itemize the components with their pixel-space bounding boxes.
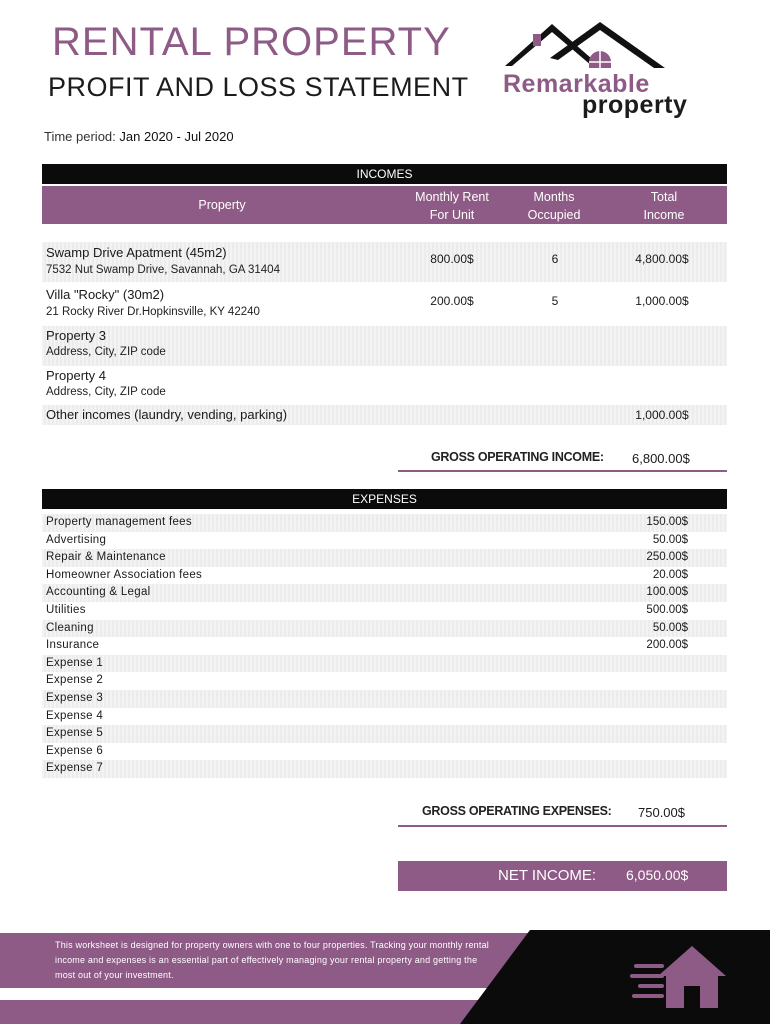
- net-income-value: 6,050.00$: [626, 867, 689, 883]
- incomes-section-header: INCOMES: [42, 164, 727, 184]
- expense-row: [42, 725, 727, 743]
- expenses-section-header: EXPENSES: [42, 489, 727, 509]
- expense-value: 20.00$: [652, 568, 688, 581]
- expense-row: [42, 655, 727, 673]
- net-income-box: [398, 861, 727, 891]
- time-period: [44, 129, 234, 144]
- expense-value: 50.00$: [652, 533, 688, 546]
- other-incomes-value: 1,000.00$: [635, 408, 689, 422]
- property-months: 6: [551, 252, 559, 266]
- expense-label: Expense 1: [46, 656, 104, 669]
- other-incomes-label: Other incomes (laundry, vending, parking): [46, 407, 288, 422]
- property-name: Property 3: [46, 328, 106, 343]
- expense-label: Expense 4: [46, 709, 104, 722]
- property-name: Villa "Rocky" (30m2): [46, 287, 165, 302]
- expense-value: 100.00$: [646, 586, 688, 599]
- page-title: RENTAL PROPERTY: [52, 20, 451, 64]
- logo-word-property: property: [582, 91, 688, 119]
- property-address: Address, City, ZIP code: [46, 386, 166, 398]
- col-months-line1: Months: [533, 190, 575, 204]
- expense-label: Accounting & Legal: [46, 586, 151, 599]
- period-label: Time period:: [44, 129, 116, 144]
- gross-expenses-label: GROSS OPERATING EXPENSES:: [422, 804, 612, 818]
- expense-row: [42, 760, 727, 778]
- gross-income-value: 6,800.00$: [632, 451, 690, 466]
- expense-label: Expense 3: [46, 692, 104, 704]
- expense-label: Insurance: [46, 639, 100, 652]
- page-subtitle: PROFIT AND LOSS STATEMENT: [48, 72, 469, 102]
- expense-label: Expense 5: [46, 727, 104, 740]
- expense-value: 50.00$: [652, 621, 688, 634]
- property-total: 4,800.00$: [635, 252, 689, 266]
- incomes-column-header: [42, 186, 727, 224]
- col-rent-line2: For Unit: [429, 208, 475, 222]
- property-rent: 800.00$: [430, 252, 474, 266]
- property-total: 1,000.00$: [635, 294, 689, 308]
- property-name: Swamp Drive Apatment (45m2): [46, 245, 227, 260]
- gross-income-label: GROSS OPERATING INCOME:: [431, 450, 604, 464]
- property-rent: 200.00$: [430, 294, 474, 308]
- divider: [398, 825, 727, 827]
- col-months-line2: Occupied: [527, 208, 581, 222]
- house-speed-icon: [630, 942, 730, 1012]
- expense-value: 200.00$: [646, 639, 688, 652]
- expense-label: Expense 2: [46, 674, 104, 687]
- expense-label: Property management fees: [46, 516, 192, 528]
- expense-value: 500.00$: [646, 604, 688, 616]
- property-address: 21 Rocky River Dr.Hopkinsville, KY 42240: [46, 306, 260, 318]
- expense-label: Utilities: [46, 604, 86, 616]
- expense-label: Cleaning: [46, 621, 94, 634]
- gross-expenses-value: 750.00$: [638, 805, 685, 820]
- expense-label: Expense 6: [46, 744, 104, 757]
- expense-value: 250.00$: [646, 551, 688, 564]
- expense-label: Advertising: [46, 533, 107, 546]
- period-value: Jan 2020 - Jul 2020: [119, 129, 234, 144]
- col-rent-line1: Monthly Rent: [415, 190, 489, 204]
- expense-label: Homeowner Association fees: [46, 568, 203, 581]
- property-address: Address, City, ZIP code: [46, 346, 166, 358]
- divider: [398, 470, 727, 472]
- col-property: Property: [198, 198, 246, 212]
- net-income-label: NET INCOME:: [498, 867, 597, 884]
- property-name: Property 4: [46, 368, 106, 383]
- expense-label: Expense 7: [46, 762, 104, 775]
- col-total-line1: Total: [650, 190, 678, 204]
- logo-word-remarkable: Remarkable: [503, 70, 650, 98]
- expense-label: Repair & Maintenance: [46, 551, 166, 564]
- property-months: 5: [551, 294, 559, 308]
- expense-row: [42, 690, 727, 708]
- expense-value: 150.00$: [646, 516, 688, 528]
- property-address: 7532 Nut Swamp Drive, Savannah, GA 31404: [46, 264, 280, 276]
- col-total-line2: Income: [643, 208, 685, 222]
- footer-text: This worksheet is designed for property owners with one to four properties. Tracking your monthly rental income and expenses is an essential part of effectively managing your rental property and getting the most out of your investment.: [55, 940, 489, 980]
